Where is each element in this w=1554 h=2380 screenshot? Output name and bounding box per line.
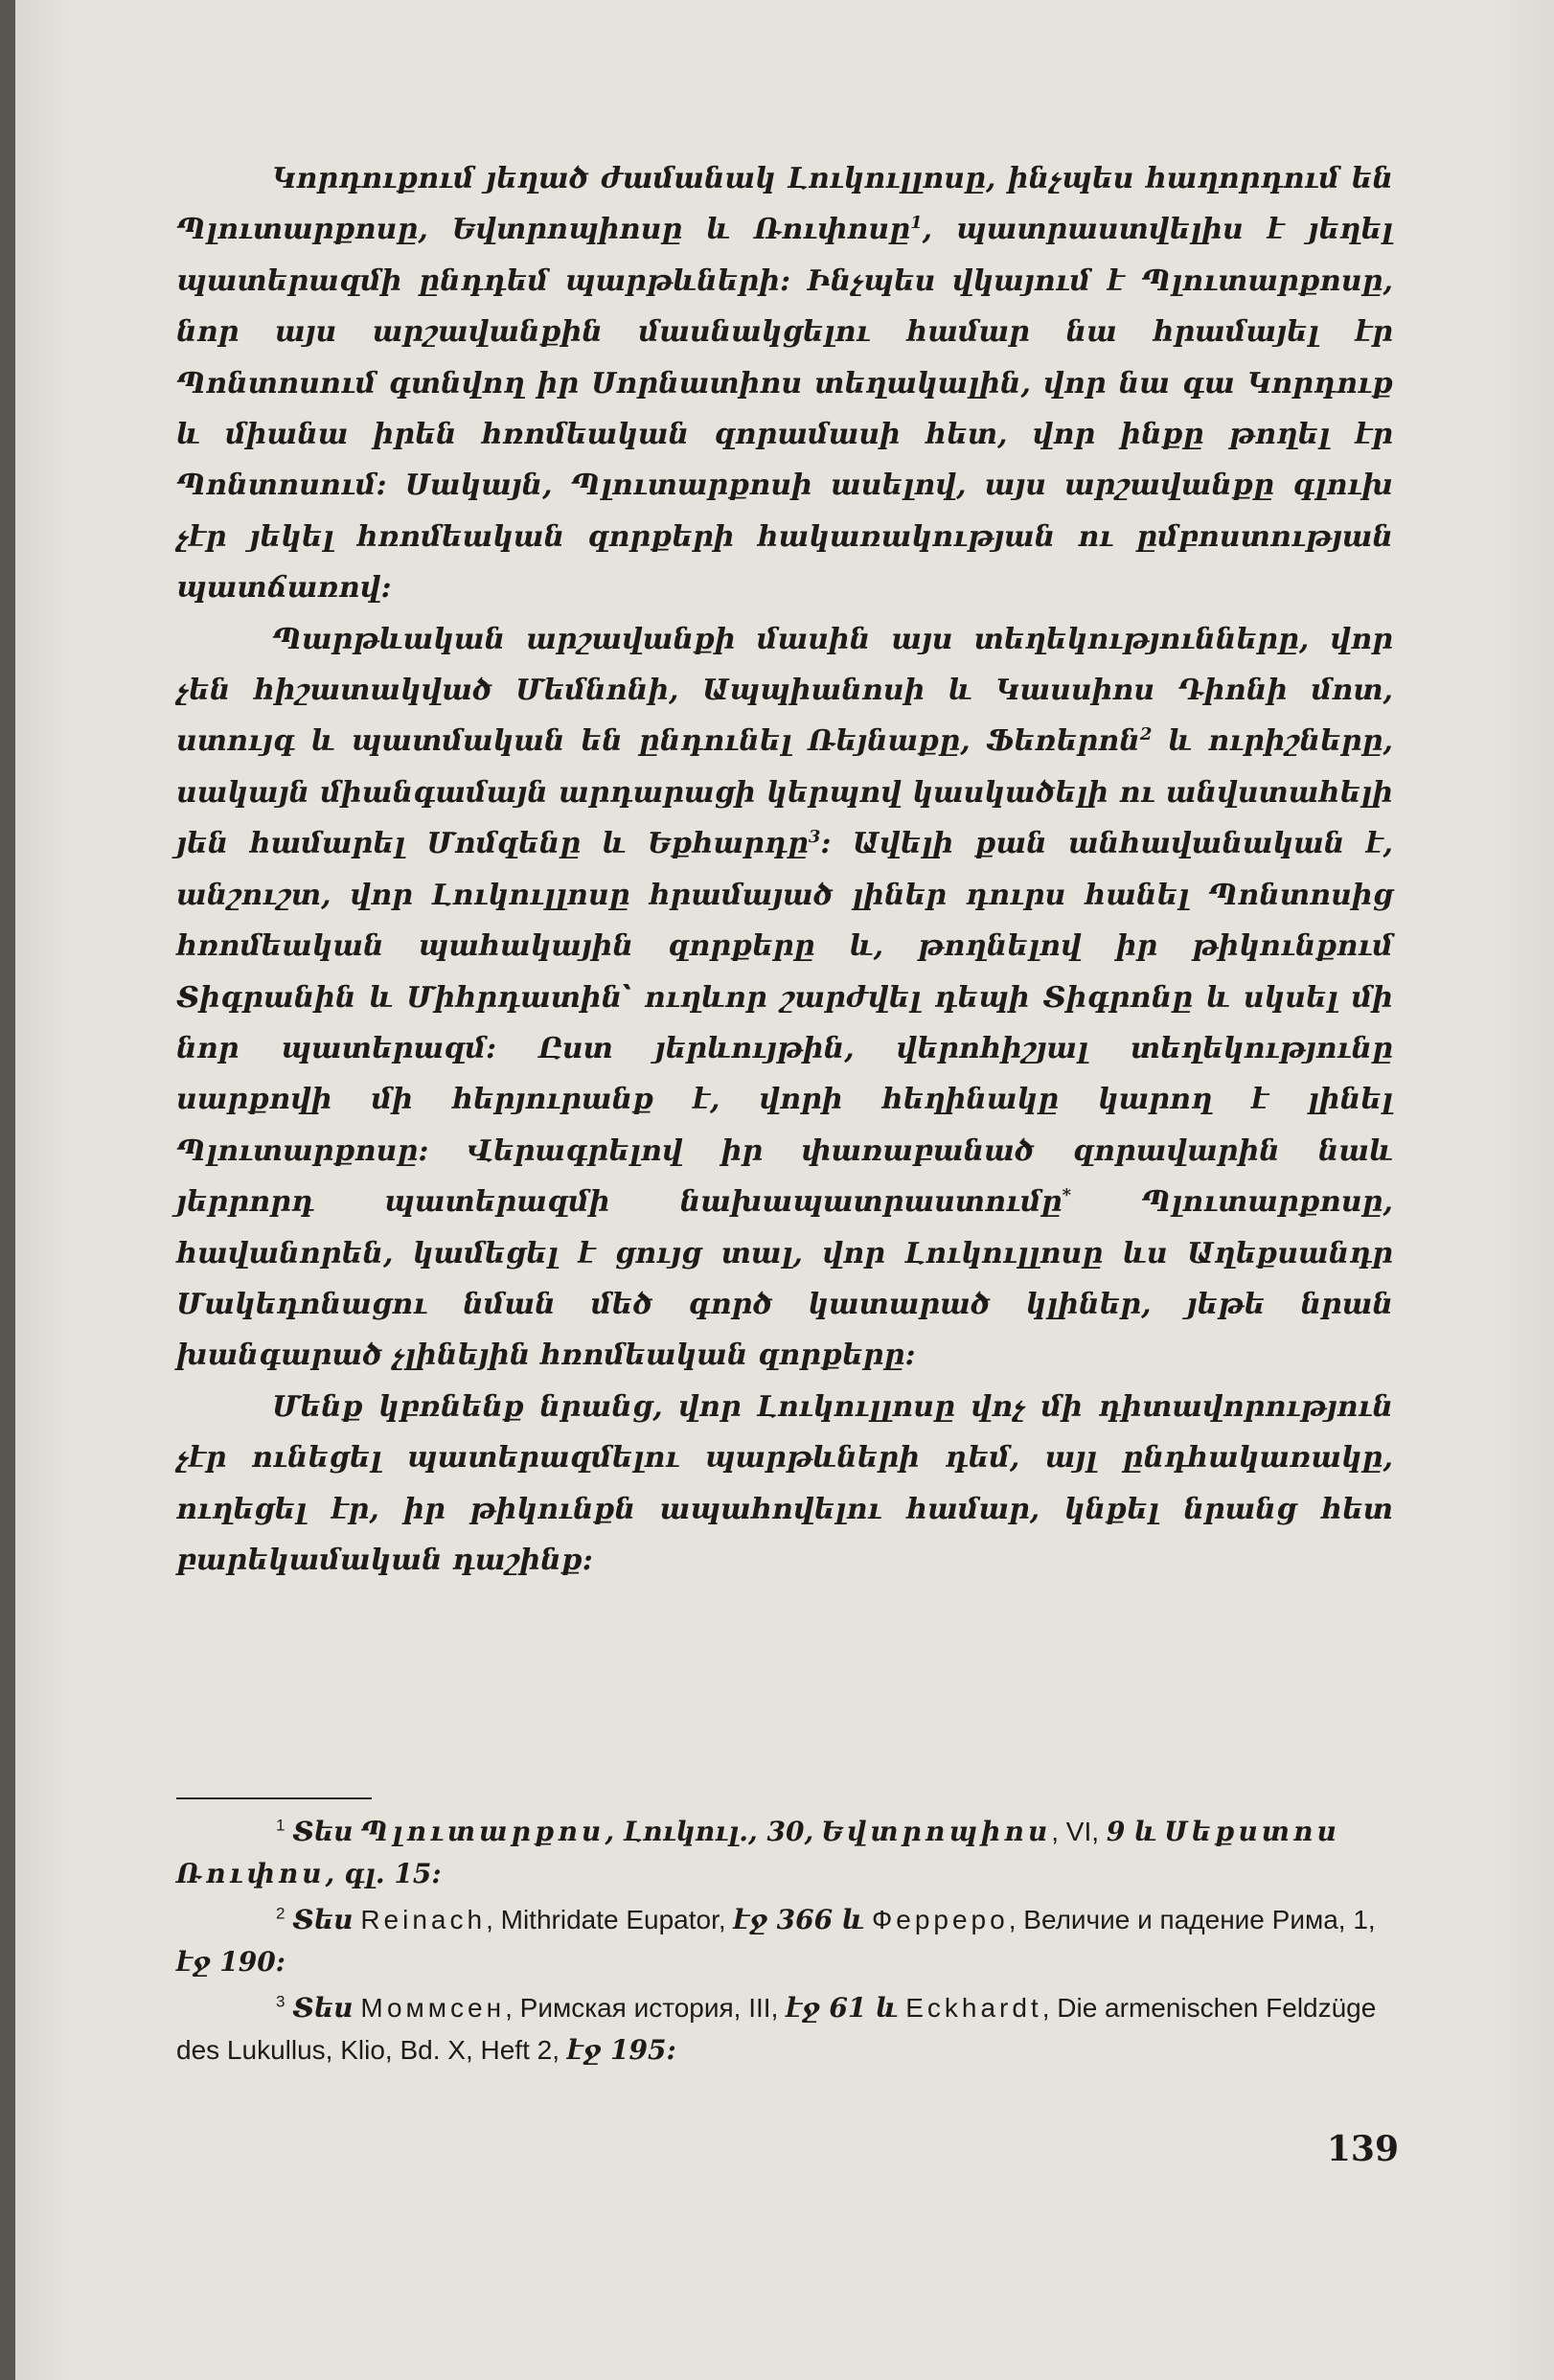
footnote-2-mark: 2: [276, 1904, 286, 1923]
footnote-ref-2: 2: [1139, 724, 1153, 745]
footnote-3-see: Տես: [292, 1992, 354, 2024]
footnote-1-ref-3: , գլ. 15:: [325, 1858, 442, 1889]
footnote-1: [176, 1811, 1393, 1895]
footnote-divider: [176, 1797, 372, 1799]
footnote-3-author-2: Eckhardt: [905, 1993, 1042, 2023]
paragraph-1-text: Կորդուքում յեղած ժամանակ Լուկուլլոսը, ինչպես հաղորդում են Պլուտարքոսը, Եվտրոպիոսը և Ռուփոսը: [176, 162, 1393, 247]
main-text: [176, 153, 1393, 1586]
footnote-ref-1: 1: [910, 213, 923, 234]
book-page: [15, 0, 1554, 2380]
footnote-1-author: Պլուտարքոս: [360, 1816, 606, 1847]
footnote-2-see: Տես: [292, 1904, 354, 1935]
footnotes: [176, 1811, 1393, 2075]
page-number: 139: [1326, 2129, 1399, 2169]
footnote-1-see: Տես: [292, 1816, 354, 1847]
footnote-ref-3: 3: [808, 827, 821, 848]
footnote-2-author: Reinach: [360, 1905, 487, 1934]
footnote-2: [176, 1899, 1393, 1983]
footnote-3-title: , Римская история, III,: [505, 1993, 779, 2023]
footnote-3-page: էջ 61 և: [786, 1992, 899, 2024]
paragraph-1-text-cont: , պատրաստվելիս է յեղել պատերազմի ընդդեմ պարթևների: Ինչպես վկայում է Պլուտարքոսը, նոր այս արշավանքին մասնակցելու համար նա հրամայել էր Պոնտոսում գտնվող իր Սորնատիոս տեղակալին, վոր նա գա Կորդուք և միանա իրեն հռոմեական զորամասի հետ, վոր ինքը թողել էր Պոնտոսում: Սակայն, Պլուտարքոսի ասելով, այս արշավանքը գլուխ չէր յեկել հռոմեական զորքերի հակառակության ու ըմբոստության պատճառով:: [176, 213, 1393, 606]
footnote-2-author-2: Ферреро: [871, 1905, 1009, 1934]
paragraph-2-text-cont2: : Ավելի քան անհավանական է, անշուշտ, վոր Լուկուլլոսը հրամայած լիներ դուրս հանել Պոնտոսից հռոմեական պահակային զորքերը և, թողնելով իր թիկունքում Տիգրանին և Միհրդատին՝ ուղևոր շարժվել դեպի Տիգրոնը և սկսել մի նոր պատերազմ: Ըստ յերևույթին, վերոհիշյալ տեղեկությունը սարքովի մի հերյուրանք է, վորի հեղինակը կարող է լինել Պլուտարքոսը: Վերագրելով իր փառաբանած զորավարին նաև յերրորդ պատերազմի նախապատրաստումը: [176, 827, 1393, 1220]
paragraph-3: [176, 1382, 1393, 1587]
footnote-1-mark: 1: [276, 1816, 286, 1835]
footnote-1-author-2: Եվտրոպիոս: [821, 1816, 1052, 1847]
paragraph-2-text-cont3: Պլուտարքոսը, հավանորեն, կամեցել է ցույց տալ, վոր Լուկուլլոսը ևս Աղեքսանդր Մակեդոնացու նման մեծ գործ կատարած կլիներ, յեթե նրան խանգարած չլինեյին հռոմեական զորքերը:: [176, 1185, 1393, 1373]
paragraph-2-text-cont: և ուրիշները, սակայն միանգամայն արդարացի կերպով կասկածելի ու անվստահելի յեն համարել Մոմզենը և Եքհարդը: [176, 724, 1393, 861]
paragraph-2: [176, 614, 1393, 1382]
footnote-3-mark: 3: [276, 1992, 286, 2011]
footnote-1-and: 9 և: [1106, 1816, 1157, 1847]
footnote-2-page-2: էջ 190:: [176, 1946, 286, 1978]
footnote-1-author-3: Սեքստոս Ռուփոս: [176, 1816, 1340, 1889]
footnote-3: [176, 1987, 1393, 2071]
paragraph-3-text: Մենք կբռնենք նրանց, վոր Լուկուլլոսը վոչ մի դիտավորություն չէր ունեցել պատերազմելու պարթևների դեմ, այլ ընդհակառակը, ուղեցել էր, իր թիկունքն ապահովելու համար, կնքել նրանց հետ բարեկամական դաշինք:: [176, 1389, 1393, 1577]
footnote-1-ref-2: , VI,: [1051, 1817, 1100, 1846]
footnote-ref-star: *: [1062, 1185, 1072, 1206]
footnote-3-title-2: , Die armenischen Feldzüge des Lukullus, Klio, Bd. X, Heft 2,: [176, 1993, 1377, 2065]
footnote-2-title-2: , Величие и падение Рима, 1,: [1008, 1905, 1376, 1934]
footnote-3-page-2: էջ 195:: [566, 2034, 676, 2066]
paragraph-1: [176, 153, 1393, 614]
footnote-3-author: Моммсен: [360, 1993, 506, 2023]
footnote-2-title: , Mithridate Eupator,: [486, 1905, 726, 1934]
footnote-1-ref: , Լուկուլ., 30,: [605, 1816, 814, 1847]
footnote-2-page: էջ 366 և: [733, 1904, 865, 1935]
paragraph-2-text: Պարթևական արշավանքի մասին այս տեղեկությունները, վոր չեն հիշատակված Մեմնոնի, Ապպիանոսի և Կասսիոս Դիոնի մոտ, ստույգ և պատմական են ընդունել Ռեյնաքը, Ֆեռերոն: [176, 622, 1393, 759]
